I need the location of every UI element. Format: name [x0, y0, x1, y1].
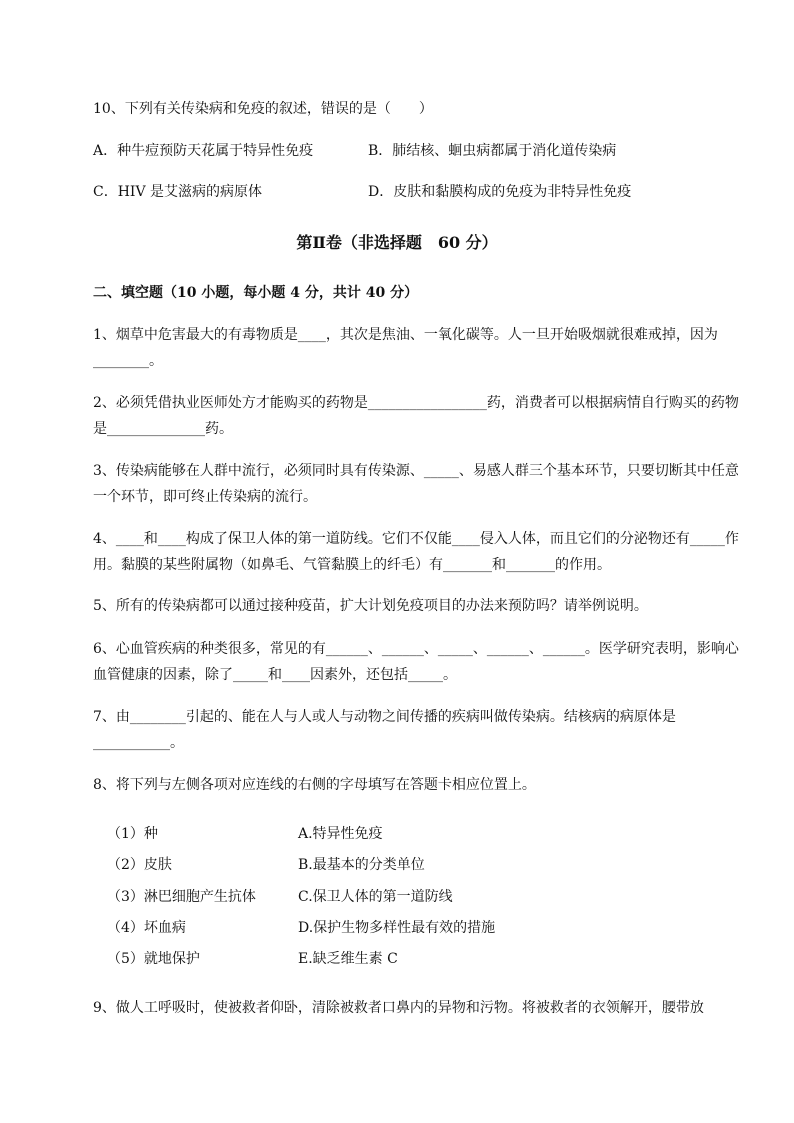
question-1: 1、烟草中危害最大的有毒物质是____，其次是焦油、一氧化碳等。人一旦开始吸烟就很难戒掉，因为________。 — [93, 327, 718, 369]
match-left-item: （3）淋巴细胞产生抗体 — [107, 889, 256, 905]
question-4: 4、____和____构成了保卫人体的第一道防线。它们不仅能____侵入人体，而且它们的分泌物还有_____作用。黏膜的某些附属物（如鼻毛、气管黏膜上的纤毛）有_______和_______的作用。 — [93, 531, 739, 573]
match-left-item: （5）就地保护 — [107, 951, 200, 967]
q10-option-c: C．HIV 是艾滋病的病原体 — [93, 184, 263, 200]
q10-stem: 10、下列有关传染病和免疫的叙述，错误的是（ ） — [93, 101, 433, 117]
match-left-item: （1）种 — [107, 826, 158, 842]
question-6: 6、心血管疾病的种类很多，常见的有______、______、_____、______、______。医学研究表明，影响心血管健康的因素，除了_____和____因素外，还包括_____。 — [93, 641, 739, 683]
match-right-item: C.保卫人体的第一道防线 — [298, 889, 453, 905]
question-2: 2、必须凭借执业医师处方才能购买的药物是_________________药，消费者可以根据病情自行购买的药物是______________药。 — [93, 395, 739, 437]
q10-option-b: B．肺结核、蛔虫病都属于消化道传染病 — [368, 143, 617, 159]
match-left-item: （2）皮肤 — [107, 857, 172, 873]
question-9: 9、做人工呼吸时，使被救者仰卧，清除被救者口鼻内的异物和污物。将被救者的衣领解开，腰带放 — [93, 1000, 704, 1016]
match-right-item: D.保护生物多样性最有效的措施 — [298, 920, 496, 936]
match-right-item: A.特异性免疫 — [298, 826, 383, 842]
part-title: 第Ⅱ卷（非选择题 60 分） — [296, 233, 498, 252]
match-right-item: B.最基本的分类单位 — [298, 857, 425, 873]
question-5: 5、所有的传染病都可以通过接种疫苗，扩大计划免疫项目的办法来预防吗？请举例说明。 — [93, 598, 648, 614]
section-heading: 二、填空题（10 小题，每小题 4 分，共计 40 分） — [93, 285, 419, 301]
q10-option-a: A．种牛痘预防天花属于特异性免疫 — [93, 143, 314, 159]
question-8: 8、将下列与左侧各项对应连线的右侧的字母填写在答题卡相应位置上。 — [93, 777, 536, 793]
match-left-item: （4）坏血病 — [107, 920, 186, 936]
match-right-item: E.缺乏维生素 C — [298, 951, 398, 967]
question-3: 3、传染病能够在人群中流行，必须同时具有传染源、_____、易感人群三个基本环节，只要切断其中任意一个环节，即可终止传染病的流行。 — [93, 463, 739, 505]
q10-option-d: D．皮肤和黏膜构成的免疫为非特异性免疫 — [368, 184, 632, 200]
question-7: 7、由________引起的、能在人与人或人与动物之间传播的疾病叫做传染病。结核病的病原体是___________。 — [93, 709, 676, 751]
